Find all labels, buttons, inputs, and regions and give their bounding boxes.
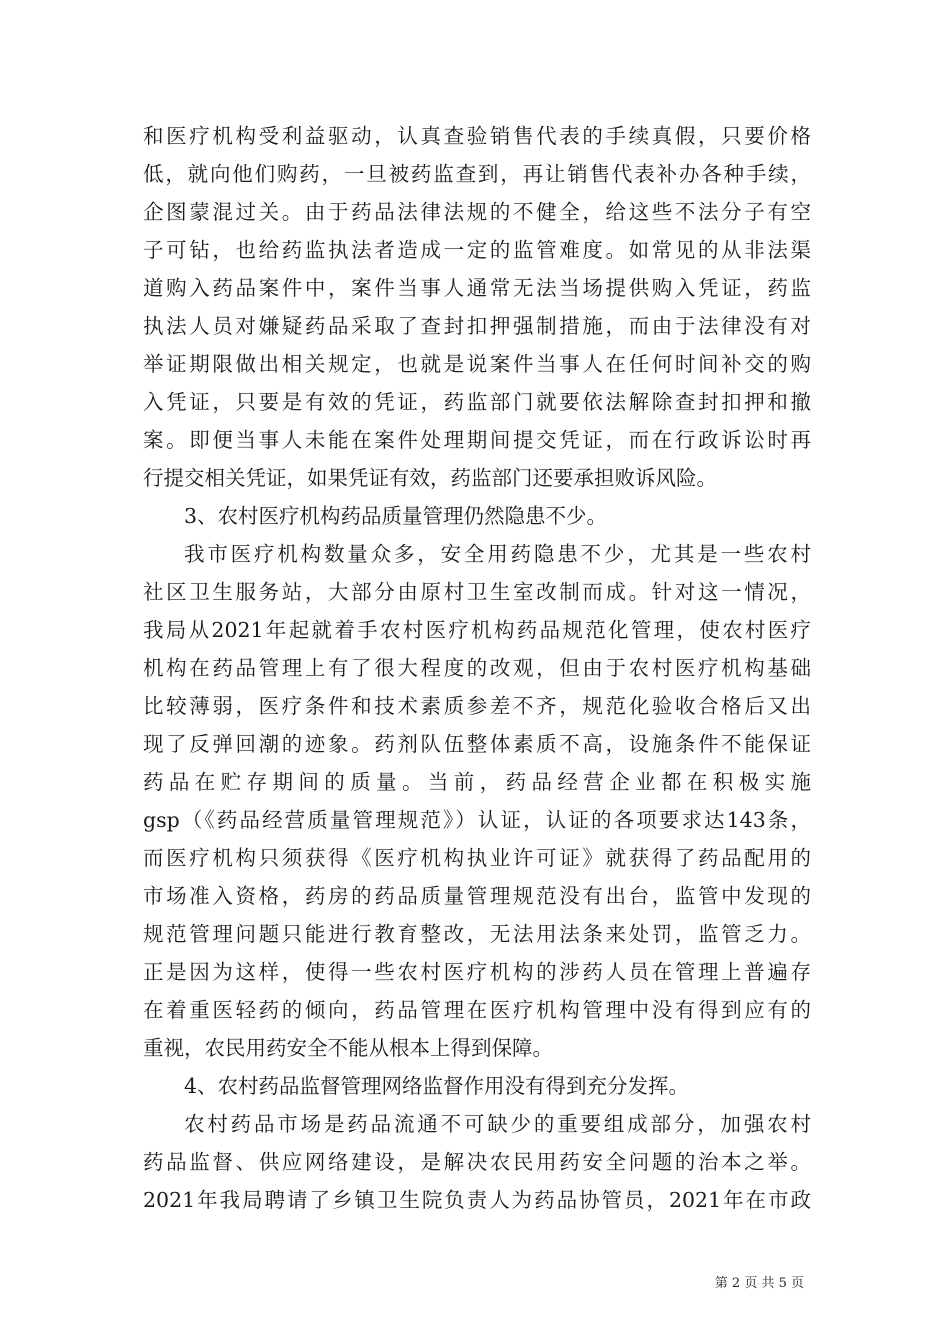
text-line: 2021年我局聘请了乡镇卫生院负责人为药品协管员，2021年在市政 xyxy=(143,1188,811,1212)
text-line: 重视，农民用药安全不能从根本上得到保障。 xyxy=(143,1036,553,1060)
body-text xyxy=(143,117,811,1219)
text-line: 药品在贮存期间的质量。当前，药品经营企业都在积极实施 xyxy=(143,770,811,794)
text-line: 子可钻，也给药监执法者造成一定的监管难度。如常见的从非法渠 xyxy=(143,238,811,262)
text-line: 低，就向他们购药，一旦被药监查到，再让销售代表补办各种手续， xyxy=(143,162,811,186)
text-line: 入凭证，只要是有效的凭证，药监部门就要依法解除查封扣押和撤 xyxy=(143,390,811,414)
text-line: 药品监督、供应网络建设，是解决农民用药安全问题的治本之举。 xyxy=(143,1150,811,1174)
text-line: 机构在药品管理上有了很大程度的改观，但由于农村医疗机构基础 xyxy=(143,656,811,680)
text-line: 社区卫生服务站，大部分由原村卫生室改制而成。针对这一情况， xyxy=(143,580,811,604)
text-line: 农村药品市场是药品流通不可缺少的重要组成部分，加强农村 xyxy=(184,1112,811,1136)
text-line: 我市医疗机构数量众多，安全用药隐患不少，尤其是一些农村 xyxy=(184,542,811,566)
text-line: gsp（《药品经营质量管理规范》）认证，认证的各项要求达143条， xyxy=(143,808,811,832)
section-heading: 4、农村药品监督管理网络监督作用没有得到充分发挥。 xyxy=(184,1074,690,1098)
text-line: 规范管理问题只能进行教育整改，无法用法条来处罚，监管乏力。 xyxy=(143,922,811,946)
text-line: 和医疗机构受利益驱动，认真查验销售代表的手续真假，只要价格 xyxy=(143,124,811,148)
text-line: 行提交相关凭证，如果凭证有效，药监部门还要承担败诉风险。 xyxy=(143,466,717,490)
text-line: 企图蒙混过关。由于药品法律法规的不健全，给这些不法分子有空 xyxy=(143,200,811,224)
text-line: 案。即便当事人未能在案件处理期间提交凭证，而在行政诉讼时再 xyxy=(143,428,811,452)
text-line: 市场准入资格，药房的药品质量管理规范没有出台，监管中发现的 xyxy=(143,884,811,908)
text-line: 在着重医轻药的倾向，药品管理在医疗机构管理中没有得到应有的 xyxy=(143,998,811,1022)
text-line: 道购入药品案件中，案件当事人通常无法当场提供购入凭证，药监 xyxy=(143,276,811,300)
text-line: 比较薄弱，医疗条件和技术素质参差不齐，规范化验收合格后又出 xyxy=(143,694,811,718)
text-line: 现了反弹回潮的迹象。药剂队伍整体素质不高，设施条件不能保证 xyxy=(143,732,811,756)
text-line: 而医疗机构只须获得《医疗机构执业许可证》就获得了药品配用的 xyxy=(143,846,811,870)
page-number: 第 2 页 共 5 页 xyxy=(714,1276,804,1291)
text-line: 我局从2021年起就着手农村医疗机构药品规范化管理，使农村医疗 xyxy=(143,618,811,642)
text-line: 举证期限做出相关规定，也就是说案件当事人在任何时间补交的购 xyxy=(143,352,811,376)
text-line: 执法人员对嫌疑药品采取了查封扣押强制措施，而由于法律没有对 xyxy=(143,314,811,338)
section-heading: 3、农村医疗机构药品质量管理仍然隐患不少。 xyxy=(184,504,608,528)
text-line: 正是因为这样，使得一些农村医疗机构的涉药人员在管理上普遍存 xyxy=(143,960,811,984)
